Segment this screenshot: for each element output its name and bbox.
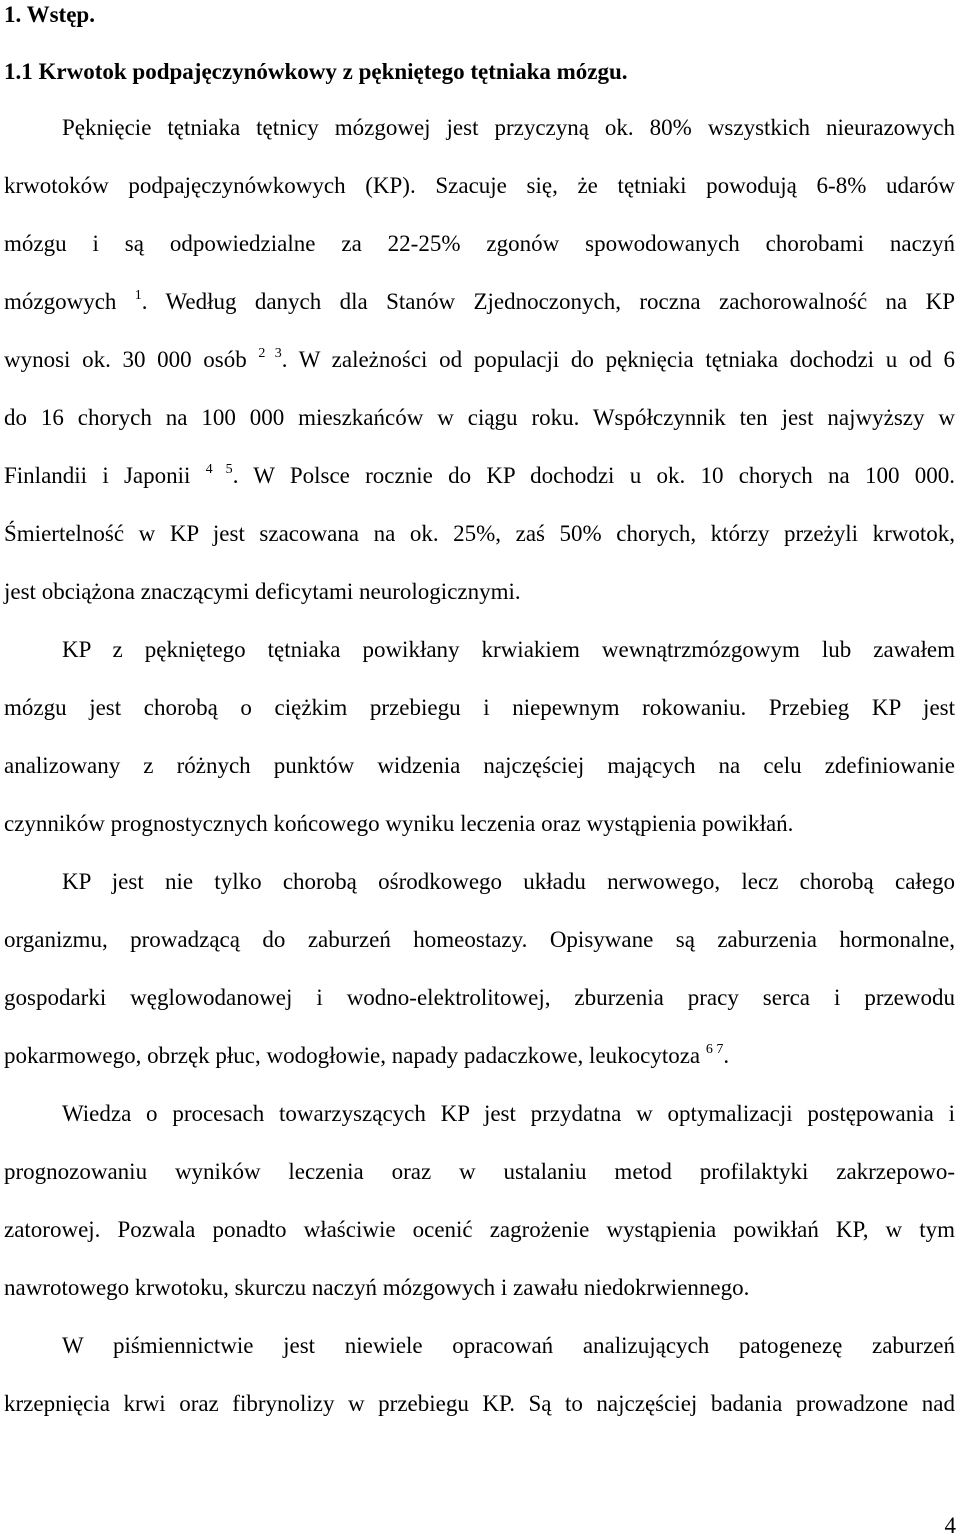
paragraph-line: Śmiertelność w KP jest szacowana na ok. 25%, zaś 50% chorych, którzy przeżyli krwotok, (4, 521, 955, 546)
text-run: . Według danych dla Stanów Zjednoczonych, roczna zachorowalność na KP (141, 289, 956, 314)
paragraph-line: krzepnięcia krwi oraz fibrynolizy w przebiegu KP. Są to najczęściej badania prowadzone nad (4, 1391, 955, 1416)
paragraph-line: Wiedza o procesach towarzyszących KP jest przydatna w optymalizacji postępowania i (62, 1101, 955, 1126)
paragraph-line: do 16 chorych na 100 000 mieszkańców w ciągu roku. Współczynnik ten jest najwyższy w (4, 405, 955, 430)
paragraph-line: organizmu, prowadzącą do zaburzeń homeostazy. Opisywane są zaburzenia hormonalne, (4, 927, 955, 952)
text-run: wynosi ok. 30 000 osób (4, 347, 247, 372)
paragraph-line: mózgu i są odpowiedzialne za 22-25% zgonów spowodowanych chorobami naczyń (4, 231, 955, 256)
text-run: pokarmowego, obrzęk płuc, wodogłowie, napady padaczkowe, leukocytoza (4, 1043, 701, 1068)
paragraph-line: gospodarki węglowodanowej i wodno-elektrolitowej, zburzenia pracy serca i przewodu (4, 985, 955, 1010)
paragraph-line: jest obciążona znaczącymi deficytami neurologicznymi. (4, 579, 521, 604)
paragraph-line: W piśmiennictwie jest niewiele opracowań analizujących patogenezę zaburzeń (62, 1333, 955, 1358)
page-number: 4 (944, 1513, 956, 1538)
paragraph-line: zatorowej. Pozwala ponadto właściwie ocenić zagrożenie wystąpienia powikłań KP, w tym (4, 1217, 955, 1242)
paragraph-line: czynników prognostycznych końcowego wyniku leczenia oraz wystąpienia powikłań. (4, 811, 794, 836)
paragraph-line: KP z pękniętego tętniaka powikłany krwiakiem wewnątrzmózgowym lub zawałem (62, 637, 955, 662)
paragraph-line: KP jest nie tylko chorobą ośrodkowego układu nerwowego, lecz chorobą całego (62, 869, 955, 894)
paragraph-line (4, 345, 955, 375)
paragraph-line: Pęknięcie tętniaka tętnicy mózgowej jest przyczyną ok. 80% wszystkich nieurazowych (62, 115, 955, 140)
paragraph-line (4, 1041, 955, 1071)
text-run: . W Polsce rocznie do KP dochodzi u ok. 10 chorych na 100 000. (232, 463, 956, 488)
citation-superscript: 4 5 (205, 462, 233, 477)
citation-superscript: 6 7 (705, 1042, 724, 1057)
paragraph-line: nawrotowego krwotoku, skurczu naczyń mózgowych i zawału niedokrwiennego. (4, 1275, 750, 1300)
paragraph-line (4, 287, 955, 317)
chapter-heading: 1. Wstęp. (4, 2, 95, 27)
paragraph-line: mózgu jest chorobą o ciężkim przebiegu i niepewnym rokowaniu. Przebieg KP jest (4, 695, 955, 720)
paragraph-line: prognozowaniu wyników leczenia oraz w ustalaniu metod profilaktyki zakrzepowo- (4, 1159, 955, 1184)
text-run: mózgowych (4, 289, 117, 314)
citation-superscript: 1 (134, 288, 142, 303)
text-run: . W zależności od populacji do pęknięcia tętniaka dochodzi u od 6 (281, 347, 955, 372)
paragraph-line: krwotoków podpajęczynówkowych (KP). Szacuje się, że tętniaki powodują 6-8% udarów (4, 173, 955, 198)
citation-superscript: 2 3 (258, 346, 282, 361)
section-heading: 1.1 Krwotok podpajęczynówkowy z pękniętego tętniaka mózgu. (4, 59, 628, 84)
text-run: Finlandii i Japonii (4, 463, 191, 488)
text-run: . (723, 1043, 730, 1068)
paragraph-line (4, 461, 955, 491)
paragraph-line: analizowany z różnych punktów widzenia najczęściej mających na celu zdefiniowanie (4, 753, 955, 778)
